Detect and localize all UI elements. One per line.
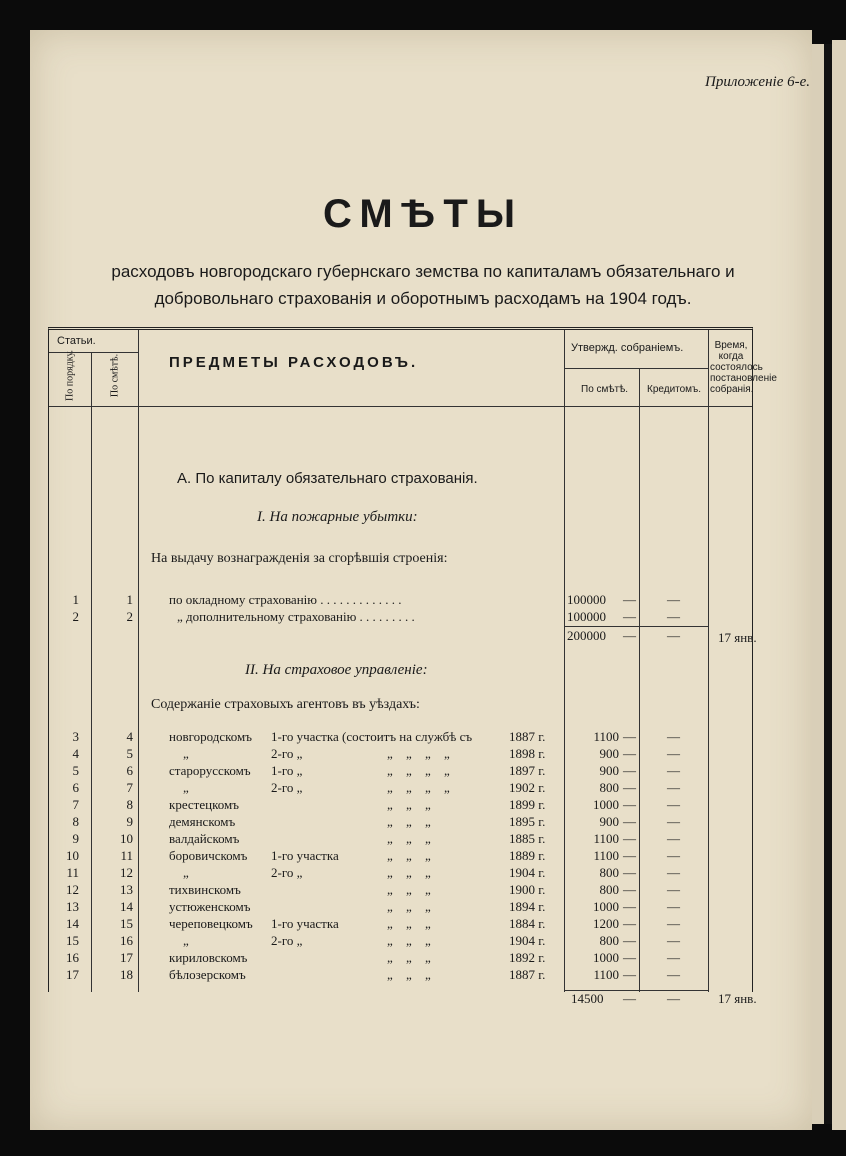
row-dash: —: [623, 592, 636, 607]
row-dash: —: [623, 967, 636, 982]
page-title: СМѢТЫ: [322, 192, 524, 236]
row-part: 1-го участка: [271, 848, 339, 863]
fire-total-credit: —: [667, 628, 680, 643]
subsection-1-heading: I. На пожарные убытки:: [257, 509, 418, 525]
row-order-number: 12: [66, 882, 79, 897]
row-amount: 800: [599, 882, 619, 897]
row-credit: —: [667, 780, 680, 795]
row-part: 2-го „: [271, 780, 303, 795]
fire-total-date: 17 янв.: [718, 630, 757, 645]
row-district: кириловскомъ: [169, 950, 248, 965]
row-order-number: 9: [72, 831, 79, 846]
row-estimate-number: 7: [126, 780, 133, 795]
row-dash: —: [623, 899, 636, 914]
fire-total-rule: [564, 626, 708, 627]
hdr-rule-approved: [564, 368, 708, 369]
header-credit-col: Кредитомъ.: [647, 384, 702, 395]
row-district: „: [183, 780, 189, 795]
row-estimate-number: 2: [126, 609, 133, 624]
subsection-2-heading: II. На страховое управленіе:: [245, 662, 428, 678]
row-ditto-marks: „ „ „: [387, 831, 431, 846]
row-year: 1900 г.: [509, 882, 546, 897]
row-ditto-marks: „ „ „: [387, 814, 431, 829]
row-year: 1897 г.: [509, 763, 546, 778]
row-ditto-marks: „ „ „ „: [387, 746, 450, 761]
row-order-number: 6: [72, 780, 79, 795]
row-credit: —: [667, 865, 680, 880]
row-order-number: 4: [72, 746, 79, 761]
row-order-number: 11: [66, 865, 79, 880]
row-amount: 100000: [567, 592, 606, 607]
row-credit: —: [667, 848, 680, 863]
row-amount: 1200: [593, 916, 619, 931]
col-rule-5: [708, 330, 709, 992]
row-credit: —: [667, 729, 680, 744]
row-district: устюженскомъ: [169, 899, 251, 914]
row-amount: 100000: [567, 609, 606, 624]
row-order-number: 15: [66, 933, 79, 948]
row-part: 1-го „: [271, 763, 303, 778]
header-articles: Статьи.: [57, 335, 96, 347]
row-description: „ дополнительному страхованію . . . . . . . . .: [177, 609, 415, 624]
row-order-number: 16: [66, 950, 79, 965]
header-approved: Утвержд. собраніемъ.: [571, 342, 684, 354]
header-by-estimate: По смѣтѣ.: [109, 353, 121, 398]
agent-total-credit: —: [667, 991, 680, 1006]
row-credit: —: [667, 609, 680, 624]
col-rule-1: [91, 352, 92, 992]
row-order-number: 2: [72, 609, 79, 624]
row-amount: 900: [599, 814, 619, 829]
row-dash: —: [623, 865, 636, 880]
row-estimate-number: 16: [120, 933, 133, 948]
row-amount: 900: [599, 746, 619, 761]
row-ditto-marks: „ „ „: [387, 933, 431, 948]
row-order-number: 5: [72, 763, 79, 778]
row-amount: 900: [599, 763, 619, 778]
fire-total-amount: 200000: [567, 628, 606, 643]
row-year: 1887 г.: [509, 967, 546, 982]
row-dash: —: [623, 746, 636, 761]
row-district: „: [183, 746, 189, 761]
row-amount: 800: [599, 865, 619, 880]
row-part: 2-го „: [271, 865, 303, 880]
subsection-1-desc: На выдачу вознагражденія за сгорѣвшія строенія:: [151, 551, 448, 566]
row-order-number: 14: [66, 916, 79, 931]
row-ditto-marks: „ „ „: [387, 882, 431, 897]
agent-total-amount: 14500: [571, 991, 604, 1006]
row-dash: —: [623, 729, 636, 744]
subtitle-line-1: расходовъ новгородскаго губернскаго земства по капиталамъ обязательнаго и: [111, 262, 735, 281]
row-part: 2-го „: [271, 746, 303, 761]
page-subtitle: [40, 258, 806, 312]
row-year: 1884 г.: [509, 916, 546, 931]
row-amount: 1000: [593, 797, 619, 812]
row-district: крестецкомъ: [169, 797, 239, 812]
row-ditto-marks: „ „ „: [387, 967, 431, 982]
row-year: 1894 г.: [509, 899, 546, 914]
row-amount: 1100: [593, 729, 619, 744]
row-year: 1895 г.: [509, 814, 546, 829]
row-year: 1898 г.: [509, 746, 546, 761]
row-district: демянскомъ: [169, 814, 236, 829]
row-district: „: [183, 865, 189, 880]
row-order-number: 3: [72, 729, 79, 744]
row-dash: —: [623, 916, 636, 931]
row-district: „: [183, 933, 189, 948]
row-credit: —: [667, 814, 680, 829]
row-district: старорусскомъ: [169, 763, 251, 778]
appendix-label: Приложеніе 6-е.: [704, 74, 810, 90]
row-ditto-marks: „ „ „ „: [387, 763, 450, 778]
row-credit: —: [667, 950, 680, 965]
row-district: бѣлозерскомъ: [169, 967, 246, 982]
col-rule-4: [639, 368, 640, 992]
row-order-number: 1: [72, 592, 79, 607]
row-estimate-number: 6: [126, 763, 133, 778]
row-order-number: 10: [66, 848, 79, 863]
row-amount: 1100: [593, 848, 619, 863]
row-credit: —: [667, 967, 680, 982]
row-year: 1889 г.: [509, 848, 546, 863]
row-amount: 800: [599, 780, 619, 795]
row-dash: —: [623, 950, 636, 965]
subsection-2-desc: Содержаніе страховыхъ агентовъ въ уѣздахъ:: [151, 697, 420, 712]
row-year: 1885 г.: [509, 831, 546, 846]
row-ditto-marks: „ „ „: [387, 797, 431, 812]
hdr-rule-articles: [49, 352, 138, 353]
row-amount: 1000: [593, 950, 619, 965]
col-rule-2: [138, 330, 139, 992]
row-district: тихвинскомъ: [169, 882, 241, 897]
row-credit: —: [667, 916, 680, 931]
agent-total-dash: —: [623, 991, 636, 1006]
row-part: 2-го „: [271, 933, 303, 948]
col-rule-3: [564, 330, 565, 992]
row-credit: —: [667, 797, 680, 812]
agent-total-date: 17 янв.: [718, 991, 757, 1006]
header-by-estimate-col: По смѣтѣ.: [581, 384, 629, 395]
row-estimate-number: 13: [120, 882, 133, 897]
row-credit: —: [667, 882, 680, 897]
row-amount: 1000: [593, 899, 619, 914]
row-estimate-number: 11: [120, 848, 133, 863]
row-estimate-number: 18: [120, 967, 133, 982]
row-estimate-number: 1: [126, 592, 133, 607]
row-estimate-number: 4: [126, 729, 133, 744]
row-credit: —: [667, 831, 680, 846]
row-dash: —: [623, 763, 636, 778]
row-dash: —: [623, 933, 636, 948]
row-dash: —: [623, 882, 636, 897]
row-part: 1-го участка (состоитъ на службѣ съ: [271, 729, 473, 744]
row-year: 1904 г.: [509, 933, 546, 948]
row-ditto-marks: „ „ „: [387, 916, 431, 931]
row-description: по окладному страхованію . . . . . . . . . . . . .: [169, 592, 402, 607]
row-amount: 800: [599, 933, 619, 948]
row-district: боровичскомъ: [169, 848, 248, 863]
row-year: 1899 г.: [509, 797, 546, 812]
row-dash: —: [623, 831, 636, 846]
fire-total-dash: —: [623, 628, 636, 643]
row-estimate-number: 10: [120, 831, 133, 846]
row-dash: —: [623, 609, 636, 624]
row-estimate-number: 15: [120, 916, 133, 931]
row-dash: —: [623, 780, 636, 795]
subtitle-line-2: добровольнаго страхованія и оборотнымъ расходамъ на 1904 годъ.: [154, 289, 692, 308]
row-estimate-number: 5: [126, 746, 133, 761]
section-a-heading: А. По капиталу обязательнаго страхованія.: [177, 470, 478, 487]
row-order-number: 17: [66, 967, 79, 982]
row-ditto-marks: „ „ „ „: [387, 780, 450, 795]
row-order-number: 8: [72, 814, 79, 829]
row-part: 1-го участка: [271, 916, 339, 931]
row-estimate-number: 12: [120, 865, 133, 880]
row-amount: 1100: [593, 967, 619, 982]
row-dash: —: [623, 797, 636, 812]
row-district: новгородскомъ: [169, 729, 252, 744]
row-dash: —: [623, 814, 636, 829]
row-credit: —: [667, 746, 680, 761]
header-subject: ПРЕДМЕТЫ РАСХОДОВЪ.: [169, 354, 419, 371]
row-amount: 1100: [593, 831, 619, 846]
row-estimate-number: 17: [120, 950, 133, 965]
header-time-col: Время, когда состоялось постановленіе собранія.: [710, 340, 777, 395]
row-ditto-marks: „ „ „: [387, 865, 431, 880]
row-year: 1902 г.: [509, 780, 546, 795]
row-credit: —: [667, 763, 680, 778]
row-district: валдайскомъ: [169, 831, 240, 846]
row-credit: —: [667, 899, 680, 914]
row-estimate-number: 8: [126, 797, 133, 812]
row-credit: —: [667, 592, 680, 607]
row-year: 1904 г.: [509, 865, 546, 880]
row-dash: —: [623, 848, 636, 863]
row-district: череповецкомъ: [169, 916, 253, 931]
row-year: 1892 г.: [509, 950, 546, 965]
estimate-table: [48, 327, 777, 1006]
row-year: 1887 г.: [509, 729, 546, 744]
row-estimate-number: 9: [126, 814, 133, 829]
row-order-number: 13: [66, 899, 79, 914]
header-by-order: По порядку.: [64, 350, 76, 401]
row-order-number: 7: [72, 797, 79, 812]
row-ditto-marks: „ „ „: [387, 848, 431, 863]
row-ditto-marks: „ „ „: [387, 950, 431, 965]
row-ditto-marks: „ „ „: [387, 899, 431, 914]
hdr-rule-bottom: [49, 406, 752, 407]
row-estimate-number: 14: [120, 899, 133, 914]
row-credit: —: [667, 933, 680, 948]
